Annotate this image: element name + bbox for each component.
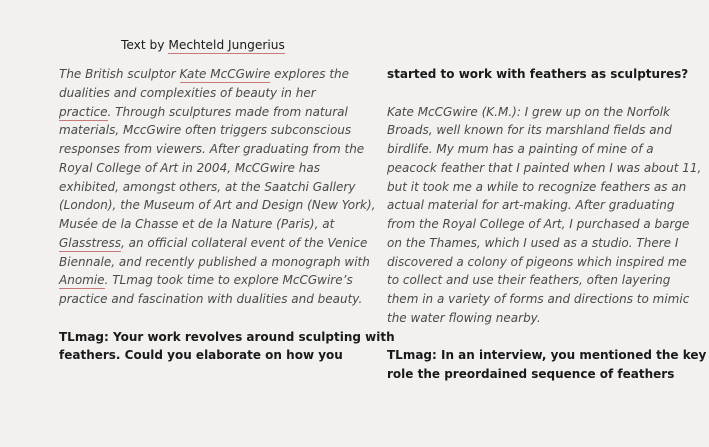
intro-paragraph	[59, 65, 376, 309]
intro-line	[59, 65, 349, 84]
left-column	[59, 65, 395, 365]
practice-link[interactable]: practice	[59, 104, 108, 119]
intro-line: Royal College of Art in 2004, McCGwire has	[59, 160, 320, 175]
answer-line: discovered a colony of pigeons which inspired me	[387, 254, 687, 269]
intro-text: explores the	[270, 67, 350, 81]
intro-text: The British sculptor	[59, 67, 180, 81]
answer-line: Broads, well known for its marshland fields and	[387, 123, 672, 138]
intro-line: (London), the Museum of Art and Design (New York),	[59, 198, 376, 213]
intro-line: exhibited, amongst others, at the Saatchi Gallery	[59, 179, 356, 194]
article-byline	[121, 37, 285, 53]
artist-link[interactable]: Kate McCGwire	[179, 67, 271, 81]
intro-line: Biennale, and recently published a monograph with	[59, 254, 370, 269]
glasstress-link[interactable]: Glasstress	[59, 235, 122, 250]
intro-line: responses from viewers. After graduating from the	[59, 142, 365, 156]
question-line: feathers. Could you elaborate on how you	[59, 348, 343, 363]
answer-line: on the Thames, which I used as a studio. There I	[387, 235, 679, 250]
answer-line: actual material for art-making. After graduating	[387, 198, 675, 213]
answer-line: but it took me a while to recognize feathers as an	[387, 179, 687, 194]
intro-line: materials, MccGwire often triggers subconscious	[59, 123, 352, 138]
intro-line: practice and fascination with dualities and beauty.	[59, 292, 363, 306]
interview-question-continued	[387, 65, 689, 84]
paragraph-gap	[387, 84, 677, 103]
intro-text: . TLmag took time to explore McCGwire’s	[104, 273, 353, 288]
byline-prefix: Text by	[121, 38, 169, 52]
intro-text: , an official collateral event of the Venice	[121, 235, 368, 250]
question-line: role the preordained sequence of feathers	[387, 367, 675, 381]
intro-line	[59, 103, 349, 122]
intro-line: dualities and complexities of beauty in her	[59, 85, 316, 100]
answer-line: Kate McCGwire (K.M.): I grew up on the Norfolk	[387, 104, 671, 119]
question-line: started to work with feathers as sculptures?	[387, 67, 689, 81]
answer-line: peacock feather that I painted when I was about 11,	[387, 160, 702, 175]
intro-line: Musée de la Chasse et de la Nature (Paris), at	[59, 217, 335, 231]
interview-question	[387, 346, 707, 384]
answer-line: to collect and use their feathers, often layering	[387, 273, 671, 288]
right-column	[387, 65, 707, 384]
intro-line	[59, 271, 353, 290]
intro-text: . Through sculptures made from natural	[107, 104, 348, 119]
question-line: TLmag: In an interview, you mentioned the key	[387, 348, 707, 363]
author-link[interactable]: Mechteld Jungerius	[168, 38, 285, 52]
paragraph-gap	[59, 309, 349, 328]
answer-line: them in a variety of forms and directions to mimic	[387, 292, 690, 306]
interview-answer	[387, 103, 702, 328]
question-line: TLmag: Your work revolves around sculpting with	[59, 329, 395, 344]
answer-line: the water flowing nearby.	[387, 310, 541, 325]
answer-line: from the Royal College of Art, I purchased a barge	[387, 217, 690, 231]
intro-line	[59, 234, 368, 253]
anomie-link[interactable]: Anomie	[59, 273, 105, 288]
interview-question	[59, 328, 395, 366]
answer-line: birdlife. My mum has a painting of mine of a	[387, 142, 654, 156]
paragraph-gap	[387, 328, 677, 347]
